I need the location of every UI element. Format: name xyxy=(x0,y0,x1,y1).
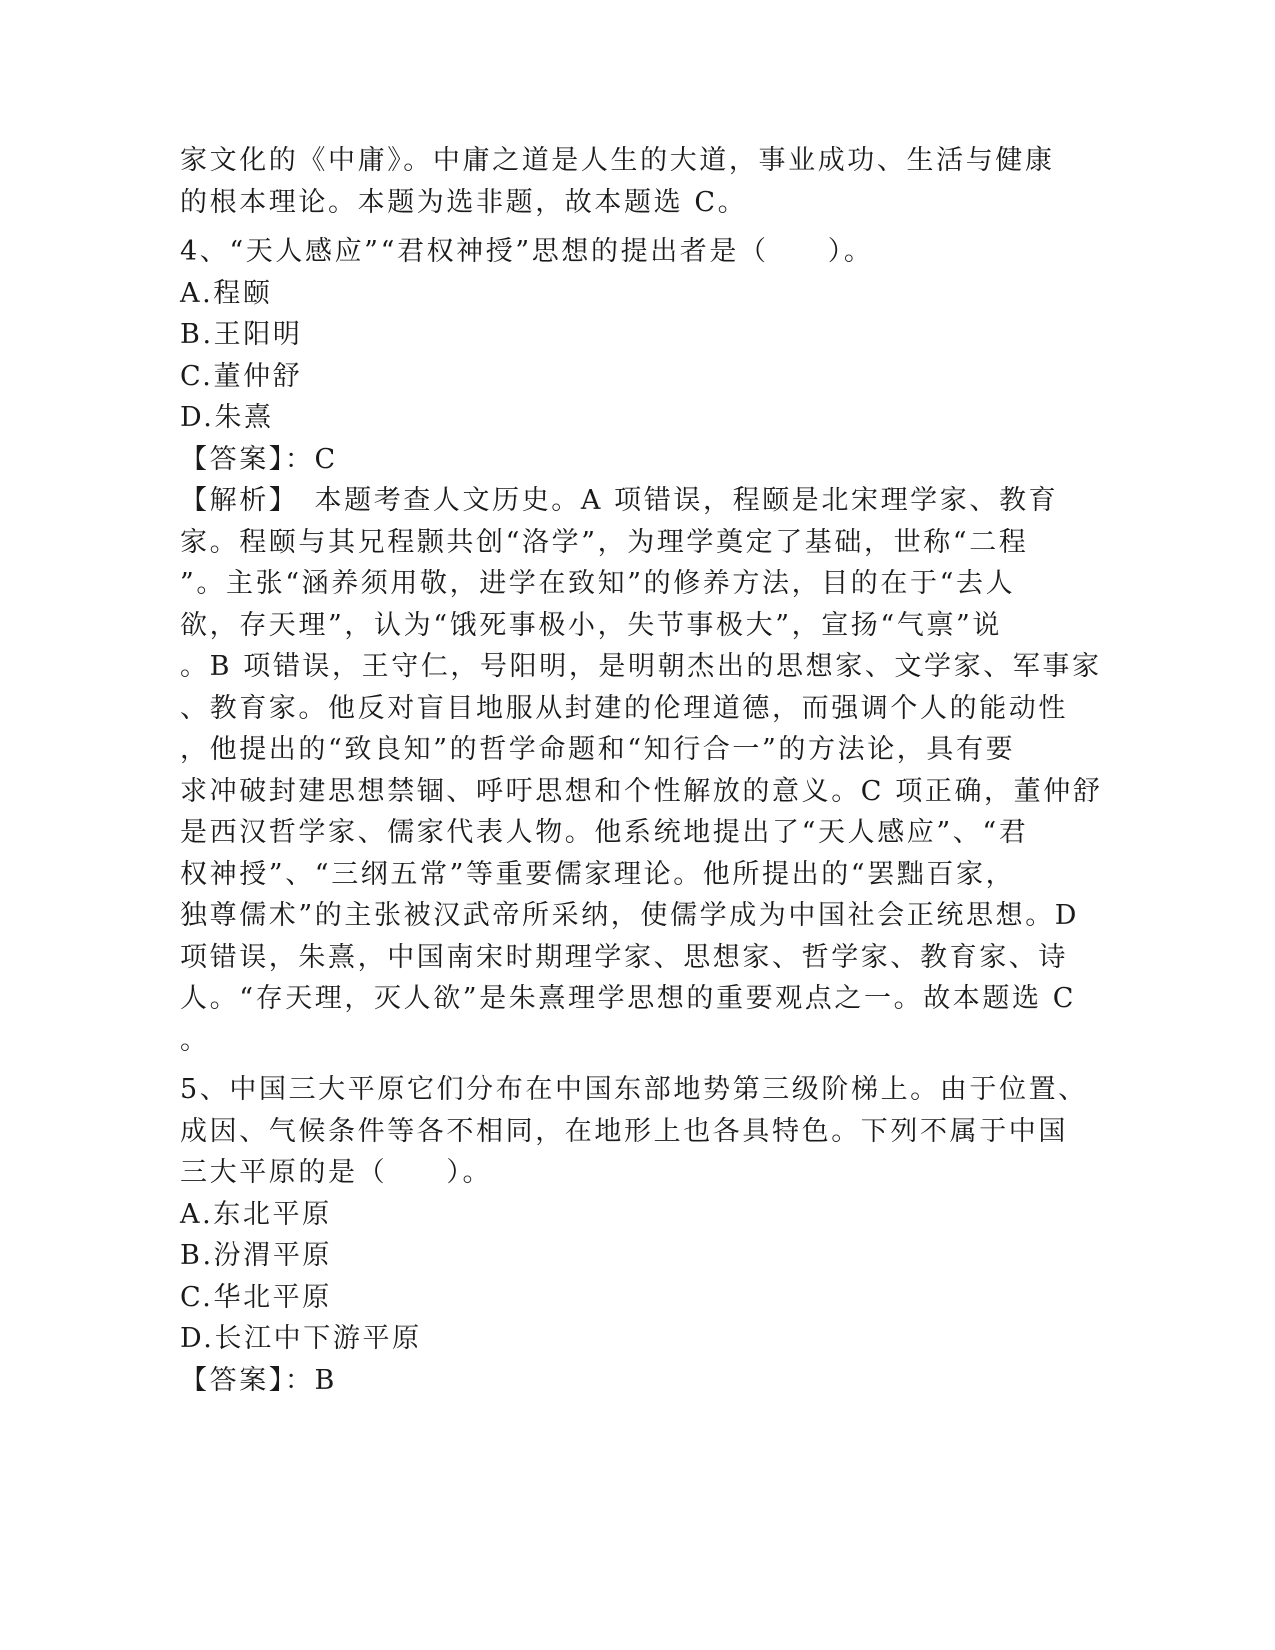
option-b: B.王阳明 xyxy=(180,319,303,350)
question-stem: 4、“天人感应”“君权神授”思想的提出者是（ ）。 xyxy=(180,236,874,267)
analysis-line: 人。“存天理，灭人欲”是朱熹理学思想的重要观点之一。故本题选 C xyxy=(180,983,1077,1014)
question-4 xyxy=(180,231,1103,1061)
option-d: D.朱熹 xyxy=(180,402,274,433)
analysis-line: 家。程颐与其兄程颢共创“洛学”，为理学奠定了基础，世称“二程 xyxy=(180,526,1029,558)
analysis-line: ，他提出的“致良知”的哲学命题和“知行合一”的方法论，具有要 xyxy=(180,734,1016,765)
analysis-line: 。B 项错误，王守仁，号阳明，是明朝杰出的思想家、文学家、军事家 xyxy=(180,651,1102,682)
option-d: D.长江中下游平原 xyxy=(180,1323,422,1354)
analysis-line: 欲，存天理”，认为“饿死事极小，失节事极大”，宣扬“气禀”说 xyxy=(180,609,1003,641)
question-stem: 三大平原的是（ ）。 xyxy=(180,1157,493,1188)
analysis-line: 独尊儒术”的主张被汉武帝所采纳，使儒学成为中国社会正统思想。D xyxy=(180,900,1080,931)
previous-explanation-tail xyxy=(180,140,1055,223)
analysis-line: 权神授”、“三纲五常”等重要儒家理论。他所提出的“罢黜百家， xyxy=(180,858,1016,890)
analysis-line: 、教育家。他反对盲目地服从封建的伦理道德，而强调个人的能动性 xyxy=(180,692,1068,724)
document-page xyxy=(180,140,1103,1401)
text-line: 家文化的《中庸》。中庸之道是人生的大道，事业成功、生活与健康 xyxy=(180,145,1055,176)
analysis-line: ”。主张“涵养须用敬，进学在致知”的修养方法，目的在于“去人 xyxy=(180,568,1016,599)
analysis-line: 是西汉哲学家、儒家代表人物。他系统地提出了“天人感应”、“君 xyxy=(180,817,1029,848)
answer-line: 【答案】：B xyxy=(180,1364,337,1396)
analysis-line: 【解析】 本题考查人文历史。A 项错误，程颐是北宋理学家、教育 xyxy=(180,485,1059,516)
answer-line: 【答案】：C xyxy=(180,443,338,475)
analysis-line: 。 xyxy=(180,1024,210,1056)
text-line: 的根本理论。本题为选非题，故本题选 C。 xyxy=(180,186,748,218)
option-b: B.汾渭平原 xyxy=(180,1240,333,1271)
option-a: A.程颐 xyxy=(180,277,273,309)
question-stem: 成因、气候条件等各不相同，在地形上也各具特色。下列不属于中国 xyxy=(180,1115,1068,1147)
question-5 xyxy=(180,1069,1088,1401)
question-stem: 5、中国三大平原它们分布在中国东部地势第三级阶梯上。由于位置、 xyxy=(180,1074,1088,1105)
option-a: A.东北平原 xyxy=(180,1198,332,1230)
analysis-line: 求冲破封建思想禁锢、呼吁思想和个性解放的意义。C 项正确，董仲舒 xyxy=(180,775,1103,807)
option-c: C.华北平原 xyxy=(180,1281,332,1313)
analysis-line: 项错误，朱熹，中国南宋时期理学家、思想家、哲学家、教育家、诗 xyxy=(180,941,1068,973)
option-c: C.董仲舒 xyxy=(180,360,303,392)
